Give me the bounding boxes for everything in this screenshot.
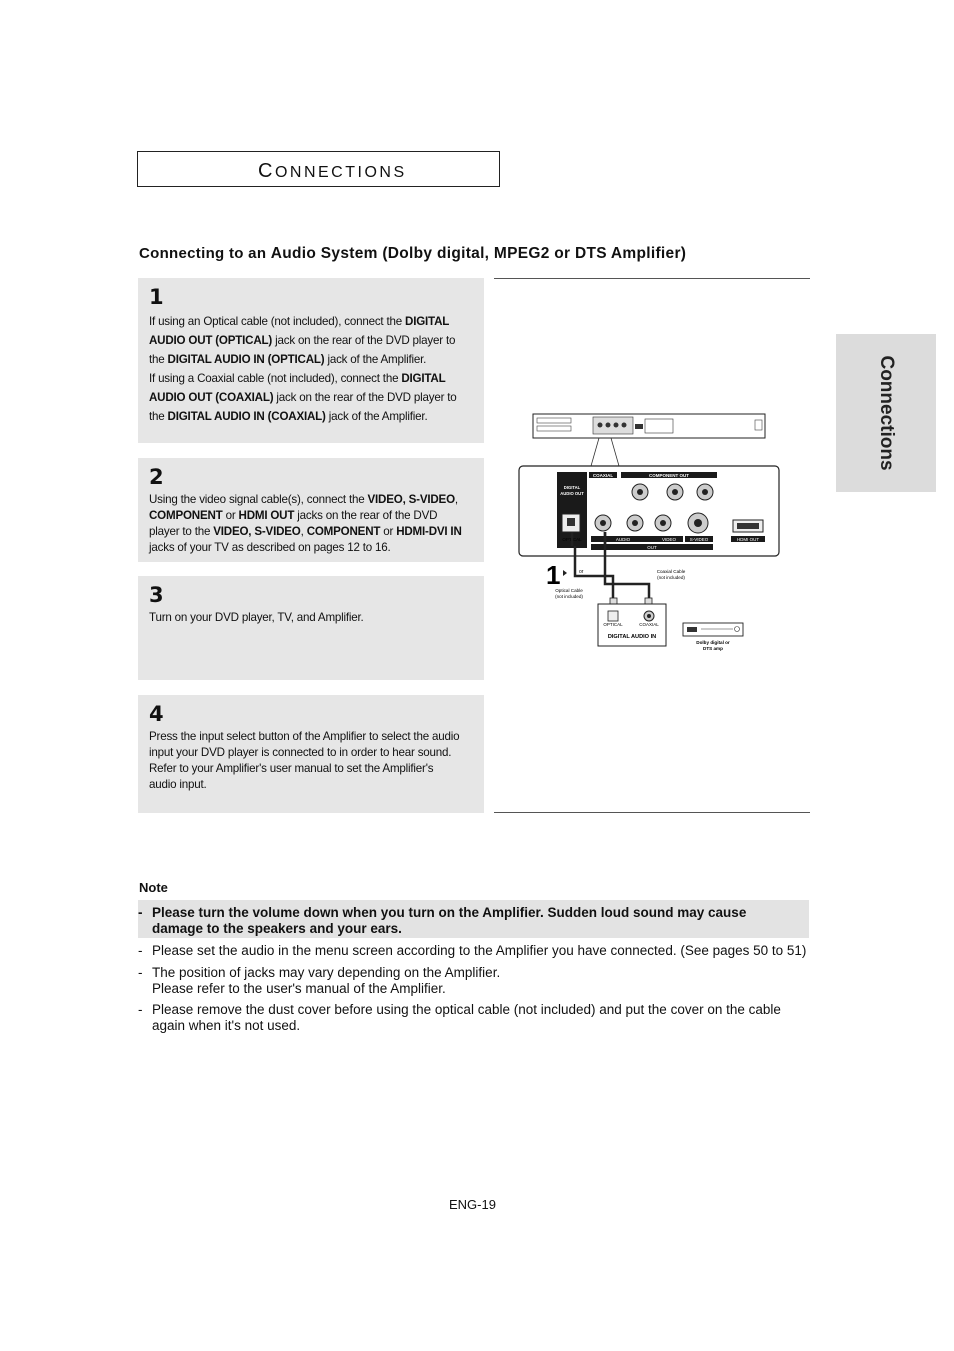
- step-text: [149, 492, 474, 556]
- note-dash: -: [138, 905, 143, 920]
- step-text-segment: ,: [300, 525, 307, 538]
- step-text-segment: jacks of your TV as described on pages 12 to 16.: [149, 541, 391, 554]
- optical-cable-note: (not included): [555, 594, 583, 599]
- note-dash: -: [138, 965, 143, 980]
- video-label: VIDEO: [661, 537, 677, 542]
- step-marker: 1: [546, 560, 561, 590]
- step-text-line: [149, 331, 474, 350]
- digital-audio-out-label: DIGITAL: [563, 485, 581, 490]
- step-text-segment: or: [222, 509, 239, 522]
- step-text-line: [149, 492, 474, 508]
- s-video-label: S-VIDEO: [689, 537, 709, 542]
- step-term: DIGITAL AUDIO IN (COAXIAL): [167, 410, 326, 423]
- amp-coaxial-label: COAXIAL: [639, 622, 659, 627]
- coaxial-label: COAXIAL: [592, 473, 614, 478]
- note-line: damage to the speakers and your ears.: [152, 921, 402, 936]
- optical-label: OPTICAL: [562, 537, 582, 542]
- chapter-title: CONNECTIONS: [258, 160, 407, 182]
- step-term: DIGITAL: [401, 372, 446, 385]
- amp-device: [683, 623, 743, 651]
- step-text-line: [149, 350, 474, 369]
- amp-label-2: DTS amp: [703, 646, 723, 651]
- step-term: DIGITAL: [405, 315, 450, 328]
- step-text-line: [149, 610, 474, 626]
- step-number: 4: [149, 702, 164, 726]
- hdmi-out-label: HDMI OUT: [736, 537, 760, 542]
- step-text-segment: jack of the Amplifier.: [324, 353, 427, 366]
- jack-panel: [519, 466, 779, 556]
- note-line: The position of jacks may vary depending on the Amplifier.: [152, 965, 501, 980]
- step-text-segment: If using a Coaxial cable (not included), connect the: [149, 372, 402, 385]
- step-text-segment: player to the: [149, 525, 214, 538]
- step-text-line: [149, 407, 474, 426]
- note-line: Please refer to the user's manual of the Amplifier.: [152, 981, 446, 996]
- side-tab: [836, 334, 936, 492]
- step-text-segment: Refer to your Amplifier's user manual to set the Amplifier's: [149, 762, 434, 775]
- step-text-line: [149, 745, 474, 761]
- note-dash: -: [138, 1002, 143, 1017]
- step-text-segment: If using an Optical cable (not included), connect the: [149, 315, 406, 328]
- step-text: [149, 729, 474, 793]
- section-title: [139, 245, 686, 263]
- step-text-line: [149, 369, 474, 388]
- note-dash: -: [138, 943, 143, 958]
- step-number: 3: [149, 583, 164, 607]
- amp-optical-label: OPTICAL: [603, 622, 623, 627]
- step-3: [138, 576, 484, 680]
- step-term: AUDIO OUT (OPTICAL): [149, 334, 273, 347]
- note-line: Please remove the dust cover before using the optical cable (not included) and put the cover on the cable: [152, 1002, 781, 1017]
- step-term: HDMI-DVI IN: [396, 525, 462, 538]
- or-label: or: [579, 569, 584, 575]
- step-text-segment: the: [149, 410, 168, 423]
- step-text-segment: the: [149, 353, 168, 366]
- step-number: 2: [149, 465, 164, 489]
- step-1: [138, 278, 484, 443]
- step-text-segment: input your DVD player is connected to in order to hear sound.: [149, 746, 452, 759]
- step-text-line: [149, 508, 474, 524]
- chapter-header-box: [137, 151, 500, 187]
- section-title-prefix: Connecting to an: [139, 245, 271, 262]
- connection-diagram: [515, 408, 805, 668]
- out-label: OUT: [647, 545, 657, 550]
- step-text-segment: jack on the rear of the DVD player to: [272, 334, 456, 347]
- note-line: Please set the audio in the menu screen according to the Amplifier you have connected. (See pages 50 to 51): [152, 943, 807, 958]
- step-4: [138, 695, 484, 813]
- step-text-segment: Using the video signal cable(s), connect the: [149, 493, 368, 506]
- amp-input-panel: [598, 604, 666, 646]
- step-term: COMPONENT: [149, 509, 223, 522]
- step-text-segment: jack on the rear of the DVD player to: [273, 391, 457, 404]
- step-text-segment: ,: [454, 493, 458, 506]
- step-text-line: [149, 524, 474, 540]
- audio-label: AUDIO: [615, 537, 631, 542]
- step-text: [149, 610, 474, 626]
- dvd-player-rear: [533, 414, 765, 438]
- step-term: VIDEO, S-VIDEO: [367, 493, 455, 506]
- step-number: 1: [149, 285, 164, 309]
- coaxial-cable-note: (not included): [657, 575, 685, 580]
- coaxial-cable-label: Coaxial Cable: [656, 569, 686, 574]
- note-line: Please turn the volume down when you turn on the Amplifier. Sudden loud sound may cause: [152, 905, 747, 920]
- step-term: AUDIO OUT (COAXIAL): [149, 391, 274, 404]
- step-text-line: [149, 540, 474, 556]
- section-title-main: Audio System (Dolby digital, MPEG2 or DTS Amplifier): [270, 245, 687, 262]
- digital-audio-in-label: DIGITAL AUDIO IN: [607, 634, 657, 640]
- top-rule: [494, 278, 810, 279]
- step-text: [149, 312, 474, 426]
- step-2: [138, 458, 484, 562]
- step-text-segment: jack of the Amplifier.: [325, 410, 428, 423]
- step-text-segment: audio input.: [149, 778, 207, 791]
- step-text-segment: or: [380, 525, 397, 538]
- step-term: DIGITAL AUDIO IN (OPTICAL): [167, 353, 325, 366]
- optical-cable-label: Optical Cable: [555, 588, 583, 593]
- step-text-line: [149, 729, 474, 745]
- step-term: COMPONENT: [306, 525, 381, 538]
- step-text-segment: Press the input select button of the Amplifier to select the audio: [149, 730, 460, 743]
- amp-label: Dolby digital or: [696, 640, 730, 645]
- step-text-segment: jacks on the rear of the DVD: [294, 509, 438, 522]
- component-out-label: COMPONENT OUT: [649, 473, 689, 478]
- step-text-line: [149, 312, 474, 331]
- side-tab-label: Connections: [876, 355, 897, 471]
- step-text-line: [149, 761, 474, 777]
- bottom-rule: [494, 812, 810, 813]
- digital-audio-out-label-2: AUDIO OUT: [560, 491, 584, 496]
- note-title: Note: [139, 880, 168, 895]
- step-text-segment: Turn on your DVD player, TV, and Amplifier.: [149, 611, 364, 624]
- step-text-line: [149, 388, 474, 407]
- step-text-line: [149, 777, 474, 793]
- step-term: VIDEO, S-VIDEO: [213, 525, 301, 538]
- page-number: ENG-19: [449, 1197, 496, 1212]
- step-term: HDMI OUT: [238, 509, 295, 522]
- note-line: again when it's not used.: [152, 1018, 301, 1033]
